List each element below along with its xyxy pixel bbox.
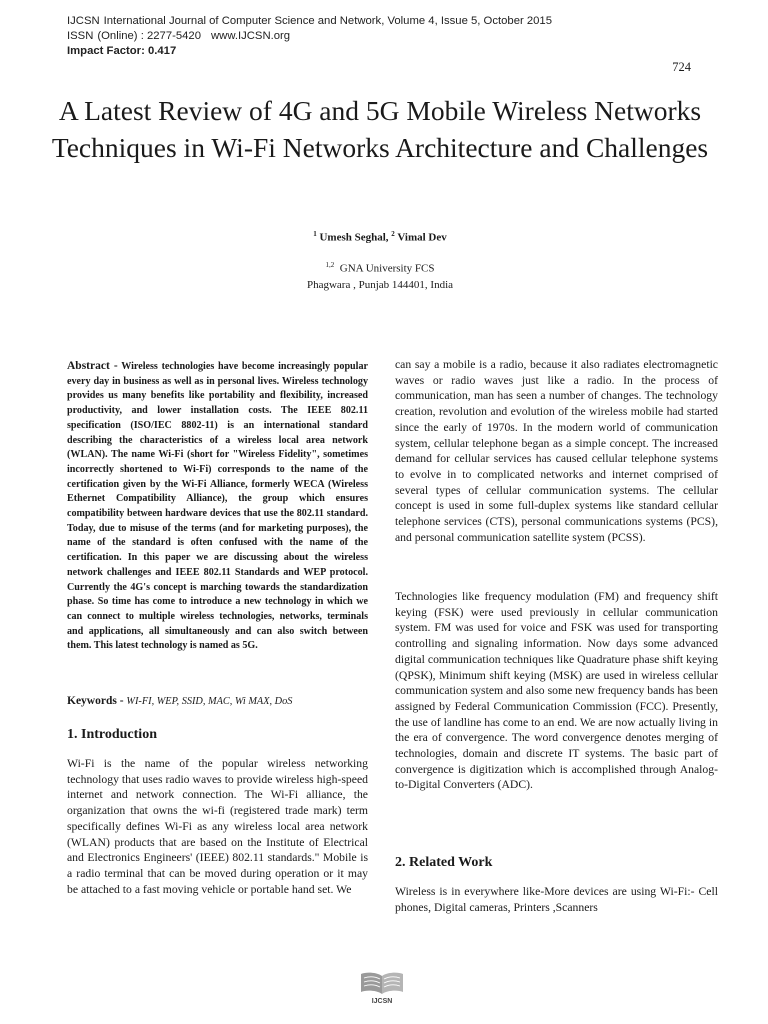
introduction-heading: 1. Introduction [67,727,157,742]
affiliation-line1 [0,257,760,277]
running-header [67,14,552,59]
open-book-icon [358,968,406,996]
journal-full-name: International Journal of Computer Science and Network, Volume 4, Issue 5, October 2015 [103,15,553,27]
abstract [67,359,368,654]
affiliation-marker: 1,2 [325,261,335,269]
affiliation-institution: GNA University FCS [339,262,435,275]
related-work-paragraph: Wireless is in everywhere like-More devices are using Wi-Fi:- Cell phones, Digital cameras, Printers ,Scanners [395,885,718,914]
keywords-label: Keywords - [67,695,124,707]
abstract-text: Wireless technologies have become increasingly popular every day in business as well as in personal lives. Wireless technology provides us many benefits like portability and flexibility, increased productivity, and lower installation costs. The IEEE 802.11 specification (ISO/IEC 8802-11) is an international standard describing the characteristics of a wireless local area network (WLAN). The name Wi-Fi (short for "Wireless Fidelity", sometimes incorrectly shortened to Wi-Fi) corresponds to the name of the certification given by the Wi-Fi Alliance, formerly WECA (Wireless Ethernet Compatibility Alliance), the group which ensures compatibility between hardware devices that use the 802.11 standard. Today, due to misuse of the terms (and for marketing purposes), the name of the standard is often confused with the name of the certification. In this paper we are discussing about the wireless network challenges and IEEE 802.11 Standards and WEP protocol. Currently the 4G's concept is marching towards the standardization phase. So time has come to introduce a new technology in which we can connect to multiple wireless technologies, networks, terminals and applications, all simultaneously and can also switch between them. This latest technology is named as 5G. [67,361,368,652]
introduction-paragraph: Wi-Fi is the name of the popular wireless networking technology that uses radio waves to provide wireless high-speed internet and network connection. The Wi-Fi alliance, the organization that owns the wi-fi (registered trade mark) term specifically defines Wi-Fi as any wireless local area network (WLAN) products that are based on the Institute of Electrical and Electronics Engineers' (IEEE) 802.11 standards." Mobile is a radio terminal that can be moved during operation or it may be attached to a fast moving vehicle or portable hand set. We [67,757,368,896]
journal-abbrev: IJCSN [67,15,100,27]
author-list [0,230,760,244]
affiliation [0,257,760,293]
issn-line [67,29,552,44]
author1-marker: 1 [313,230,317,238]
impact-factor-line [67,44,552,59]
journal-website: www.IJCSN.org [211,30,291,42]
page-number: 724 [672,60,691,74]
author2-name: Vimal Dev [397,231,447,244]
right-column-paragraph-2: Technologies like frequency modulation (FM) and frequency shift keying (FSK) were used previously in cellular communication system. FM was used for voice and FSK was used for transporting controlling and signaling information. Now days some advanced digital communication techniques like Quadrature phase shift keying (QPSK), Minimum shift keying (MSK) are used in wireless cellular communication system and also some new frequency bands has been assigned by Federal Communication Commission (FCC). Presently, the use of landline has come to an end. We are now actually living in the era of convergence. The word convergence denotes merging of technologies, domain and discrete IT systems. The basic part of convergence is digitization which is accomplished through Analog-to-Digital Converters (ADC). [395,590,718,792]
issn-value: (Online) : 2277-5420 [97,30,201,42]
issn-label: ISSN [67,30,94,42]
keywords [67,695,368,707]
related-work-heading: 2. Related Work [395,855,493,870]
author2-marker: 2 [391,230,395,238]
affiliation-line2: Phagwara , Punjab 144401, India [306,278,454,291]
abstract-label: Abstract - [67,360,118,372]
logo-text: IJCSN [371,998,393,1005]
journal-line [67,14,552,29]
journal-logo [352,968,412,1018]
author1-name: Umesh Seghal, [319,231,389,244]
impact-factor: Impact Factor: 0.417 [67,45,177,57]
keywords-values: WI-FI, WEP, SSID, MAC, Wi MAX, DoS [126,696,293,707]
right-column-paragraph-1: can say a mobile is a radio, because it also radiates electromagnetic waves or radio waves just like a radio. In the process of communication, man has seen a number of changes. The technology creation, revolution and evolution of the wireless mobile had started since the early of 1970s. In the modern world of communication system, cellular telephone began as a simple concept. The increased demand for cellular services has caused cellular telephone systems to evolve in to complicated networks and internet comprised of several types of cellular communication systems. The cellular concept is used in some full-duplex systems like standard cellular telephone services (CTS), personal communications systems (PCS), and personal communication satellite system (PCSS). [395,358,718,544]
paper-title: A Latest Review of 4G and 5G Mobile Wireless Networks Techniques in Wi-Fi Networks Architecture and Challenges [51,95,709,163]
